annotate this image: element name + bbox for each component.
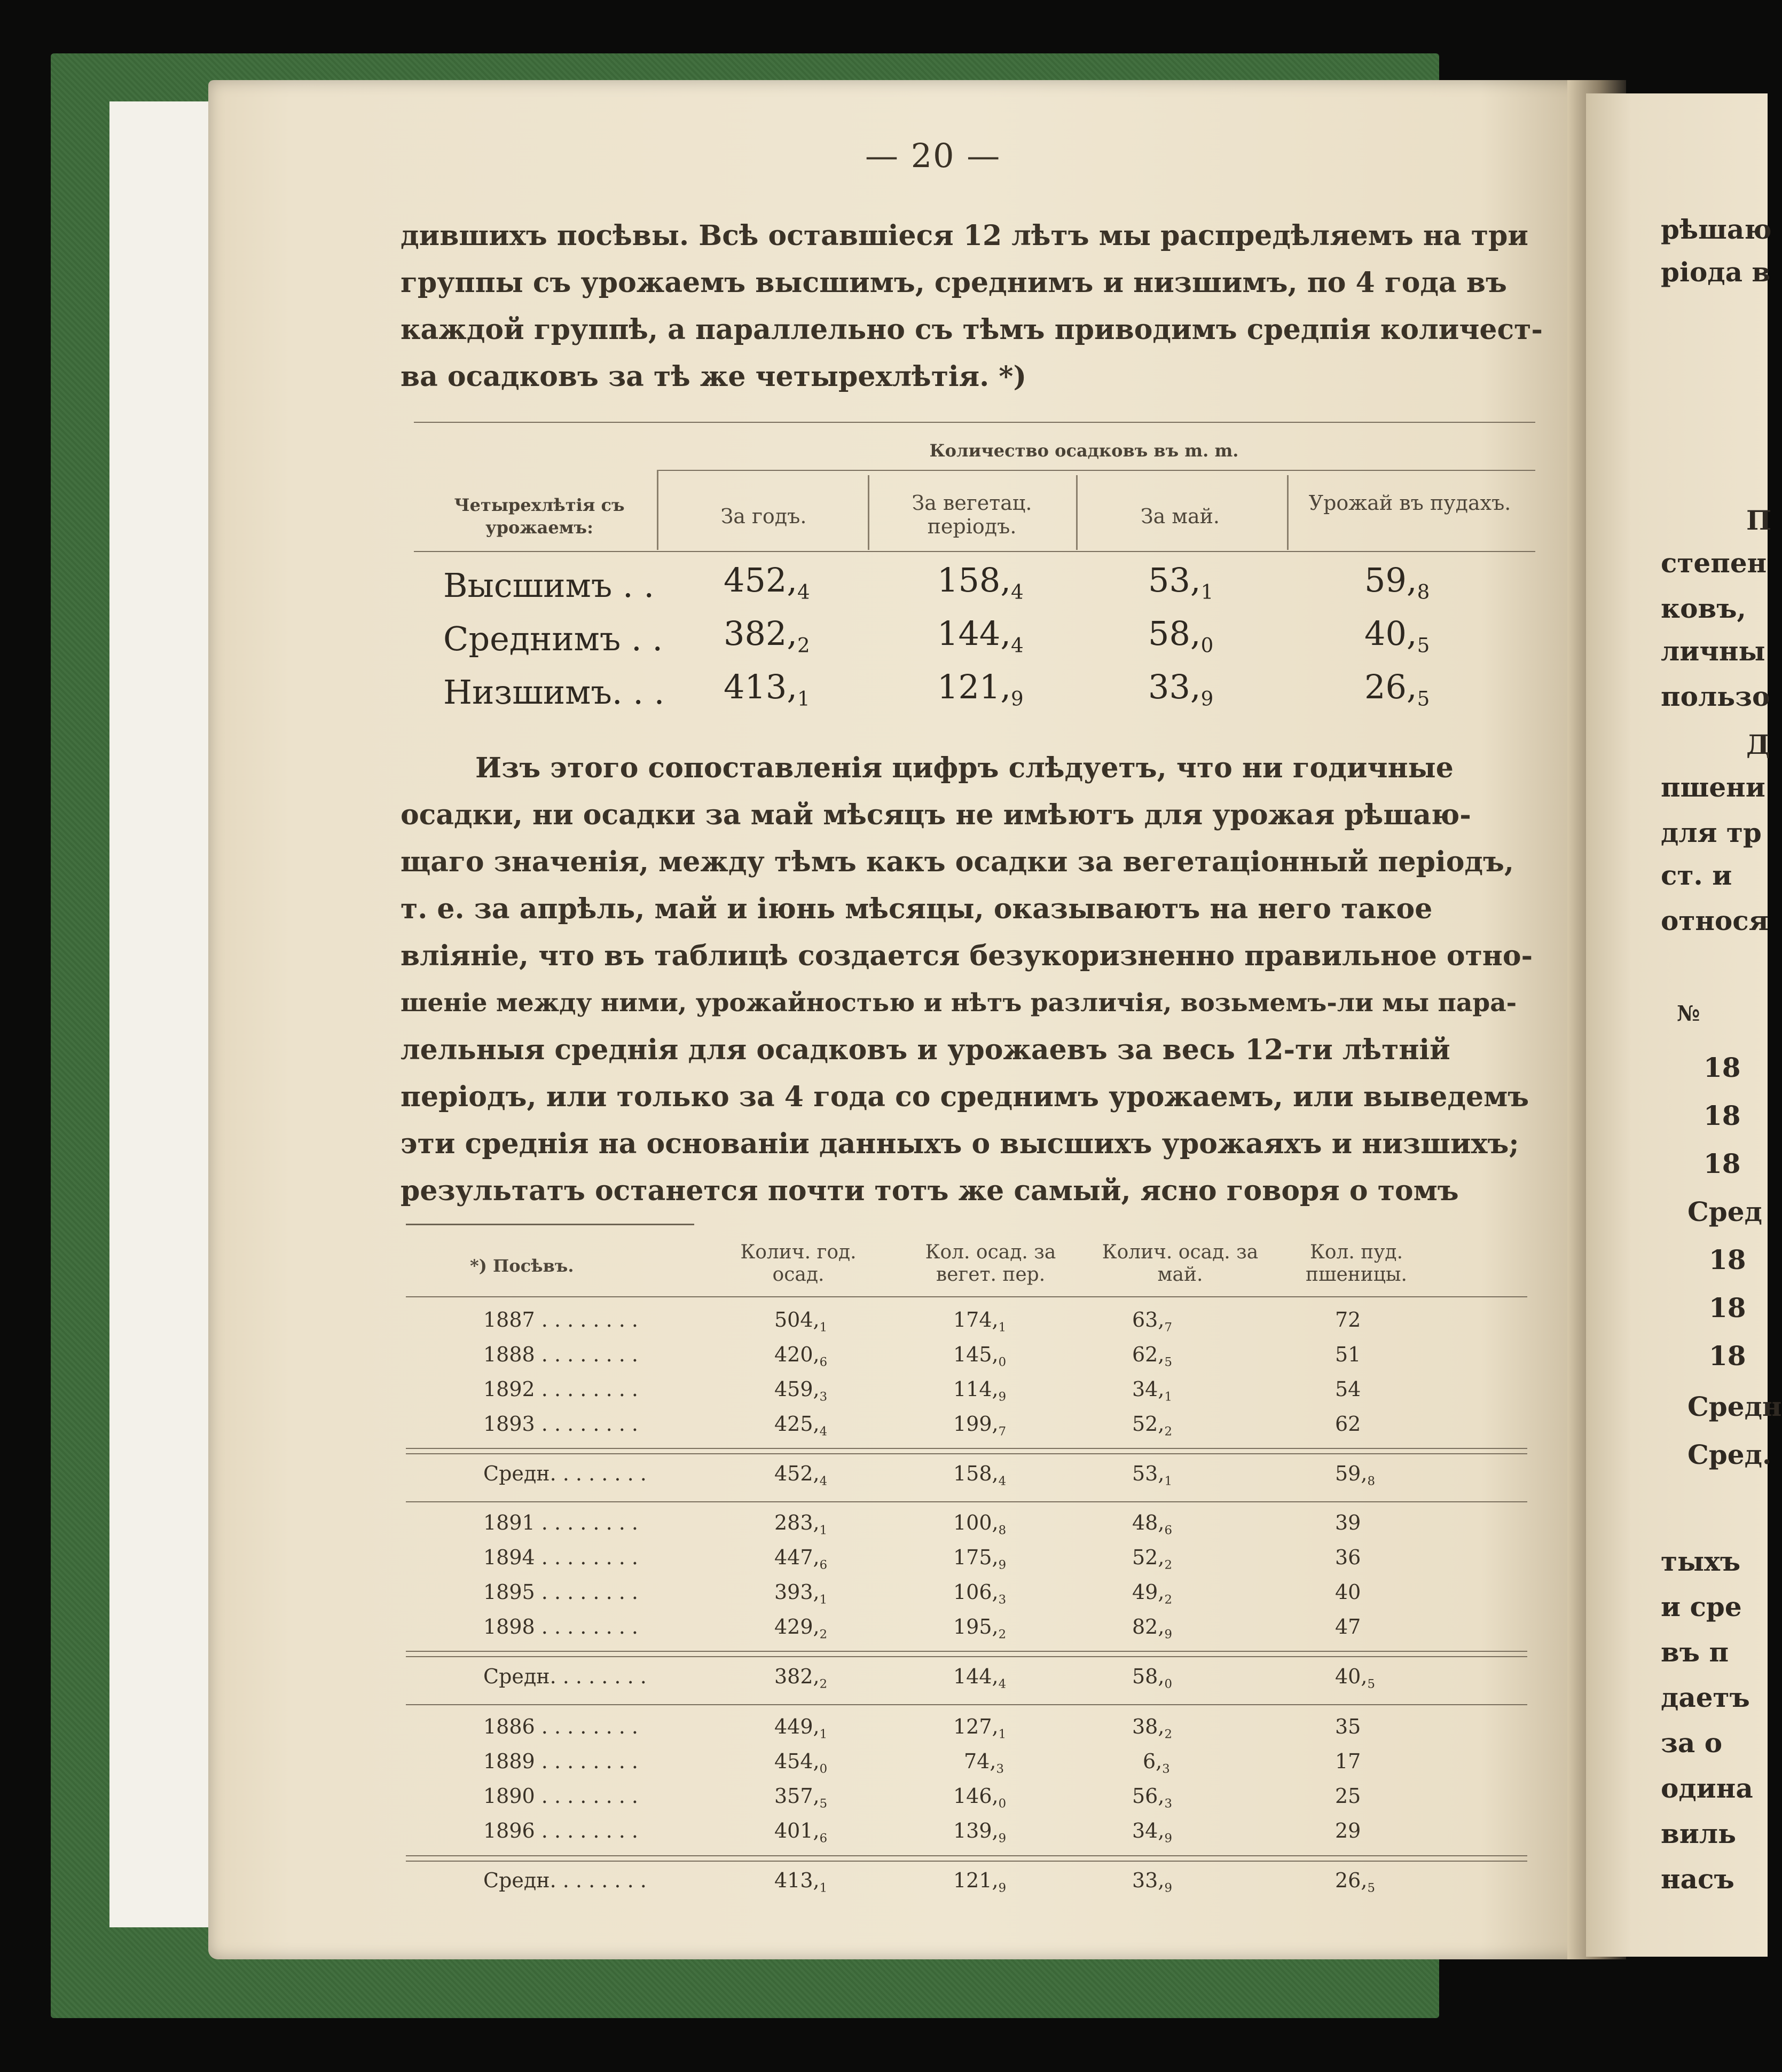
table-cell: $100,_8$: [953, 1511, 1007, 1538]
table-cell: $34,_9$: [1132, 1819, 1172, 1846]
table-cell: $59,_8$: [1364, 561, 1430, 604]
table-cell: $40,_5$: [1335, 1665, 1375, 1691]
next-page-line: пользо: [1661, 681, 1770, 712]
average-label: Средн. . . . . . . .: [483, 1665, 647, 1688]
next-page-line: для тр: [1661, 817, 1762, 848]
table-cell: $62,_5$: [1132, 1343, 1172, 1369]
table-cell: $144,_4$: [937, 614, 1024, 657]
next-page-line: пшени: [1661, 771, 1765, 803]
table-cell: 40: [1335, 1580, 1361, 1604]
table-rule: [1287, 475, 1289, 550]
table-cell: $145,_0$: [953, 1343, 1007, 1369]
next-page-line: Сред: [1687, 1196, 1762, 1227]
text-line: вліяніе, что въ таблицѣ создается безукоризненно правильное отно-: [401, 940, 1533, 972]
table-cell: $82,_9$: [1132, 1615, 1172, 1642]
table-rule: [406, 1861, 1527, 1862]
table-rule: [406, 1855, 1527, 1856]
table-cell: $420,_6$: [774, 1343, 828, 1369]
table-cell: $139,_9$: [953, 1819, 1007, 1846]
column-header-sowing: *) Посѣвъ.: [470, 1256, 574, 1276]
text-line: группы съ урожаемъ высшимъ, среднимъ и низшимъ, по 4 года въ: [401, 266, 1507, 299]
table-cell: $382,_2$: [774, 1665, 828, 1691]
average-label: Средн. . . . . . . .: [483, 1462, 647, 1485]
next-page-line: 18: [1704, 1100, 1741, 1131]
year-label: 1886 . . . . . . . .: [483, 1715, 638, 1738]
table-cell: $26,_5$: [1364, 667, 1430, 711]
table-rule: [406, 1448, 1527, 1449]
year-label: 1898 . . . . . . . .: [483, 1615, 638, 1638]
next-page-line: 18: [1709, 1244, 1746, 1275]
table-cell: 17: [1335, 1750, 1361, 1773]
column-header-quadrennium: Четырехлѣтія съ урожаемъ:: [454, 495, 625, 538]
next-page-line: за о: [1661, 1727, 1723, 1759]
next-page-line: рѣшаю: [1661, 214, 1772, 245]
table-cell: $175,_9$: [953, 1546, 1007, 1572]
next-page-line: въ п: [1661, 1636, 1729, 1668]
year-label: 1895 . . . . . . . .: [483, 1580, 638, 1604]
table-rule: [868, 475, 869, 550]
text-line: ва осадковъ за тѣ же четырехлѣтія. *): [401, 360, 1027, 393]
table-rule: [414, 422, 1535, 423]
table-cell: $401,_6$: [774, 1819, 828, 1846]
table-cell: $106,_3$: [953, 1580, 1007, 1607]
table-cell: $26,_5$: [1335, 1869, 1375, 1895]
next-page-line: Сред.: [1687, 1439, 1772, 1470]
table-cell: $174,_1$: [953, 1308, 1007, 1335]
table-cell: $6,_3$: [1143, 1750, 1170, 1776]
table-rule: [406, 1651, 1527, 1652]
table-cell: 47: [1335, 1615, 1361, 1638]
next-page-line: даетъ: [1661, 1682, 1750, 1713]
table-cell: 54: [1335, 1377, 1361, 1401]
column-header-wheat: Кол. пуд. пшеницы.: [1305, 1241, 1407, 1286]
table-cell: $127,_1$: [953, 1715, 1007, 1742]
next-page-line: тыхъ: [1661, 1546, 1741, 1577]
table-cell: $452,_4$: [774, 1462, 828, 1488]
table-cell: $48,_6$: [1132, 1511, 1172, 1538]
table-cell: $34,_1$: [1132, 1377, 1172, 1404]
table-cell: $413,_1$: [724, 667, 810, 711]
table-cell: $40,_5$: [1364, 614, 1430, 657]
text-line: каждой группѣ, а параллельно съ тѣмъ приводимъ средпія количест-: [401, 313, 1543, 346]
table-cell: $283,_1$: [774, 1511, 828, 1538]
next-page-line: ст. и: [1661, 860, 1732, 891]
table-cell: $425,_4$: [774, 1412, 828, 1439]
next-page-line: Д: [1746, 729, 1770, 760]
next-page-line: №: [1677, 1001, 1700, 1026]
table-rule: [657, 470, 1535, 471]
next-page-line: ріода в: [1661, 256, 1771, 288]
table-cell: 39: [1335, 1511, 1361, 1534]
table-cell: $74,_3$: [964, 1750, 1004, 1776]
next-page-line: относя: [1661, 905, 1769, 936]
table-cell: $146,_0$: [953, 1784, 1007, 1811]
text-line: шеніе между ними, урожайностью и нѣтъ различія, возьмемъ-ли мы пара-: [401, 988, 1517, 1018]
table-cell: $459,_3$: [774, 1377, 828, 1404]
table-rule: [406, 1296, 1527, 1297]
table-cell: $413,_1$: [774, 1869, 828, 1895]
table-rule: [406, 1656, 1527, 1657]
table-cell: $58,_0$: [1132, 1665, 1172, 1691]
text-line: періодъ, или только за 4 года со среднимъ урожаемъ, или выведемъ: [401, 1081, 1529, 1113]
table-cell: $56,_3$: [1132, 1784, 1172, 1811]
footnote-rule: [406, 1224, 694, 1225]
table-cell: $53,_1$: [1148, 561, 1214, 604]
table-cell: $121,_9$: [953, 1869, 1007, 1895]
year-label: 1896 . . . . . . . .: [483, 1819, 638, 1842]
next-page-line: степен: [1661, 547, 1767, 579]
table-rule: [406, 1453, 1527, 1454]
table-cell: $429,_2$: [774, 1615, 828, 1642]
row-label: Высшимъ . .: [443, 566, 655, 605]
table-rule: [414, 551, 1535, 552]
table-cell: 36: [1335, 1546, 1361, 1569]
table-cell: 51: [1335, 1343, 1361, 1366]
table-rule: [657, 470, 658, 550]
next-page-line: личны: [1661, 635, 1765, 667]
row-label: Среднимъ . .: [443, 619, 663, 658]
row-label: Низшимъ. . .: [443, 673, 665, 712]
text-line: осадки, ни осадки за май мѣсяцъ не имѣютъ для урожая рѣшаю-: [401, 799, 1471, 831]
next-page-line: П: [1746, 505, 1772, 536]
next-page-line: ковъ,: [1661, 593, 1746, 624]
column-header-annual: Колич. год. осад.: [740, 1241, 857, 1286]
text-line: дившихъ посѣвы. Всѣ оставшіеся 12 лѣтъ мы распредѣляемъ на три: [401, 219, 1528, 252]
table-cell: 62: [1335, 1412, 1361, 1436]
year-label: 1890 . . . . . . . .: [483, 1784, 638, 1808]
table-rule: [1076, 475, 1078, 550]
table-cell: 29: [1335, 1819, 1361, 1842]
table-cell: $199,_7$: [953, 1412, 1007, 1439]
paragraph-intro: [401, 212, 1543, 400]
table-cell: 72: [1335, 1308, 1361, 1332]
table-cell: $59,_8$: [1335, 1462, 1375, 1488]
table-cell: $38,_2$: [1132, 1715, 1172, 1742]
year-label: 1891 . . . . . . . .: [483, 1511, 638, 1534]
year-label: 1893 . . . . . . . .: [483, 1412, 638, 1436]
adjacent-page: [1586, 93, 1782, 1957]
table-cell: $114,_9$: [953, 1377, 1007, 1404]
table-cell: $504,_1$: [774, 1308, 828, 1335]
table-cell: $447,_6$: [774, 1546, 828, 1572]
next-page-line: одина: [1661, 1772, 1753, 1804]
year-label: 1894 . . . . . . . .: [483, 1546, 638, 1569]
table-cell: $49,_2$: [1132, 1580, 1172, 1607]
text-line: т. е. за апрѣль, май и іюнь мѣсяцы, оказываютъ на него такое: [401, 893, 1433, 925]
table-rule: [406, 1704, 1527, 1705]
next-page-line: 18: [1704, 1148, 1741, 1179]
year-label: 1892 . . . . . . . .: [483, 1377, 638, 1401]
column-header-yield: Урожай въ пудахъ.: [1308, 491, 1511, 515]
next-page-line: 18: [1709, 1292, 1746, 1323]
page-number: — 20 —: [865, 136, 1001, 175]
next-page-line: насъ: [1661, 1863, 1734, 1895]
table-cell: $63,_7$: [1132, 1308, 1172, 1335]
column-header-may: За май.: [1140, 505, 1220, 528]
table-cell: $52,_2$: [1132, 1546, 1172, 1572]
table-cell: $121,_9$: [937, 667, 1024, 711]
table-cell: $454,_0$: [774, 1750, 828, 1776]
table-cell: $144,_4$: [953, 1665, 1007, 1691]
table-cell: $195,_2$: [953, 1615, 1007, 1642]
average-label: Средн. . . . . . . .: [483, 1869, 647, 1892]
text-line: результатъ останется почти тотъ же самый, ясно говоря о томъ: [401, 1175, 1459, 1207]
year-label: 1888 . . . . . . . .: [483, 1343, 638, 1366]
next-page-line: 18: [1709, 1340, 1746, 1372]
text-line: щаго значенія, между тѣмъ какъ осадки за вегетаціонный періодъ,: [401, 846, 1514, 878]
column-header-may: Колич. осад. за май.: [1102, 1241, 1259, 1286]
table-cell: $158,_4$: [937, 561, 1024, 604]
column-header-year: За годъ.: [720, 505, 807, 528]
year-label: 1889 . . . . . . . .: [483, 1750, 638, 1773]
table-group-header: Количество осадковъ въ m. m.: [929, 440, 1239, 461]
year-label: 1887 . . . . . . . .: [483, 1308, 638, 1332]
next-page-line: виль: [1661, 1818, 1737, 1849]
table-cell: $449,_1$: [774, 1715, 828, 1742]
text-line: эти среднія на основаніи данныхъ о высшихъ урожаяхъ и низшихъ;: [401, 1128, 1519, 1160]
table-cell: $52,_2$: [1132, 1412, 1172, 1439]
table-cell: $357,_5$: [774, 1784, 828, 1811]
table-cell: $382,_2$: [724, 614, 810, 657]
table-cell: $393,_1$: [774, 1580, 828, 1607]
text-line: Изъ этого сопоставленія цифръ слѣдуетъ, что ни годичные: [475, 752, 1454, 784]
next-page-line: Средн: [1687, 1391, 1782, 1422]
table-cell: $33,_9$: [1132, 1869, 1172, 1895]
table-cell: 35: [1335, 1715, 1361, 1738]
table-cell: $33,_9$: [1148, 667, 1214, 711]
text-line: лельныя среднія для осадковъ и урожаевъ за весь 12-ти лѣтній: [401, 1034, 1450, 1066]
table-rule: [406, 1501, 1527, 1502]
table-cell: $58,_0$: [1148, 614, 1214, 657]
next-page-line: 18: [1704, 1052, 1741, 1083]
table-cell: $53,_1$: [1132, 1462, 1172, 1488]
column-header-vegetation: За вегетац. періодъ.: [912, 491, 1032, 538]
paragraph-analysis: [401, 745, 1533, 1215]
next-page-line: и сре: [1661, 1591, 1742, 1622]
table-cell: 25: [1335, 1784, 1361, 1808]
column-header-vegetation: Кол. осад. за вегет. пер.: [925, 1241, 1056, 1286]
table-cell: $452,_4$: [724, 561, 810, 604]
table-cell: $158,_4$: [953, 1462, 1007, 1488]
